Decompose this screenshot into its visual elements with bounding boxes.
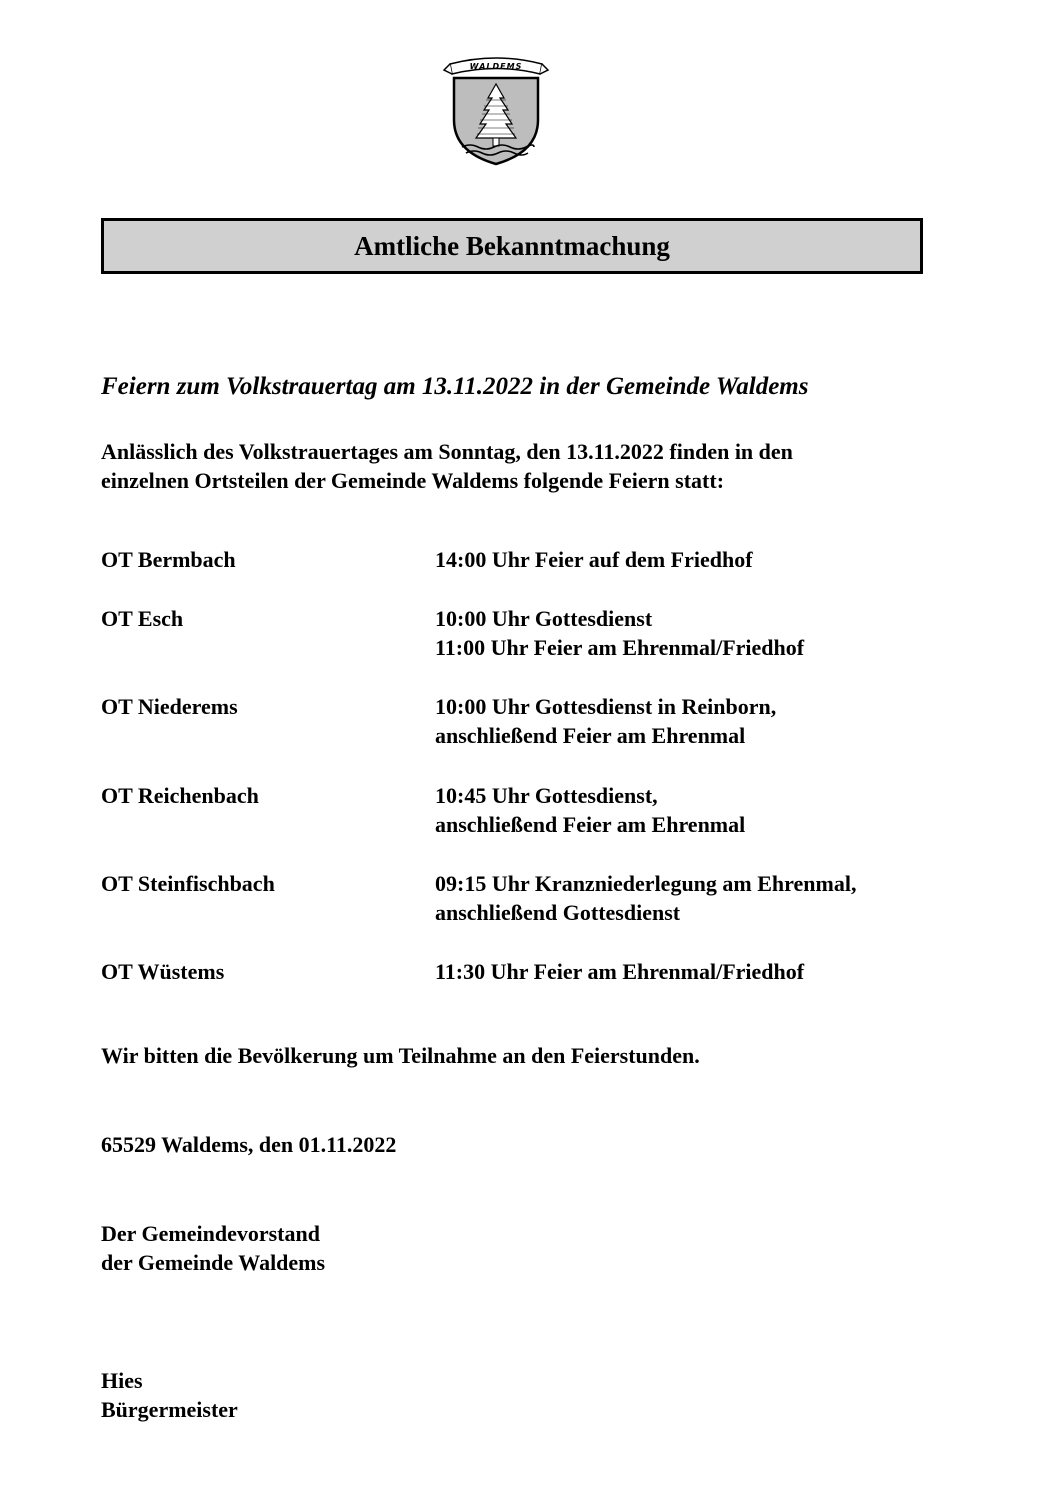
signatory-name: Hies <box>101 1368 143 1393</box>
event-list <box>435 957 804 986</box>
document-subtitle: Feiern zum Volkstrauertag am 13.11.2022 in der Gemeinde Waldems <box>101 373 809 400</box>
event-line: anschließend Feier am Ehrenmal <box>435 723 746 748</box>
place-and-date: 65529 Waldems, den 01.11.2022 <box>101 1132 397 1157</box>
issuer-line-1: Der Gemeindevorstand <box>101 1221 320 1246</box>
event-list <box>435 781 745 839</box>
district-name: OT Esch <box>101 606 184 631</box>
participation-appeal: Wir bitten die Bevölkerung um Teilnahme an den Feierstunden. <box>101 1043 700 1068</box>
waldems-coat-of-arms-logo <box>442 50 550 166</box>
issuer-block <box>101 1219 325 1277</box>
intro-line-1: Anlässlich des Volkstrauertages am Sonntag, den 13.11.2022 finden in den <box>101 439 793 464</box>
district-name: OT Reichenbach <box>101 783 259 808</box>
event-line: 10:45 Uhr Gottesdienst, <box>435 783 658 808</box>
event-line: anschließend Gottesdienst <box>435 900 681 925</box>
event-line: 10:00 Uhr Gottesdienst in Reinborn, <box>435 694 777 719</box>
event-list <box>435 545 753 574</box>
announcement-header-box <box>101 218 923 274</box>
intro-paragraph <box>101 437 921 495</box>
issuer-line-2: der Gemeinde Waldems <box>101 1250 326 1275</box>
event-line: 11:00 Uhr Feier am Ehrenmal/Friedhof <box>435 635 805 660</box>
signature-block <box>101 1366 238 1424</box>
event-line: 09:15 Uhr Kranzniederlegung am Ehrenmal, <box>435 871 857 896</box>
signatory-title: Bürgermeister <box>101 1397 238 1422</box>
district-name: OT Wüstems <box>101 959 225 984</box>
district-name: OT Steinfischbach <box>101 871 275 896</box>
svg-text:WALDEMS: WALDEMS <box>469 62 523 71</box>
event-list <box>435 692 776 750</box>
event-line: 14:00 Uhr Feier auf dem Friedhof <box>435 547 753 572</box>
event-line: 11:30 Uhr Feier am Ehrenmal/Friedhof <box>435 959 805 984</box>
event-list <box>435 869 856 927</box>
intro-line-2: einzelnen Ortsteilen der Gemeinde Waldems folgende Feiern statt: <box>101 468 725 493</box>
district-name: OT Niederems <box>101 694 238 719</box>
district-name: OT Bermbach <box>101 547 236 572</box>
event-list <box>435 604 804 662</box>
event-line: anschließend Feier am Ehrenmal <box>435 812 746 837</box>
event-line: 10:00 Uhr Gottesdienst <box>435 606 653 631</box>
page-title: Amtliche Bekanntmachung <box>354 230 670 261</box>
